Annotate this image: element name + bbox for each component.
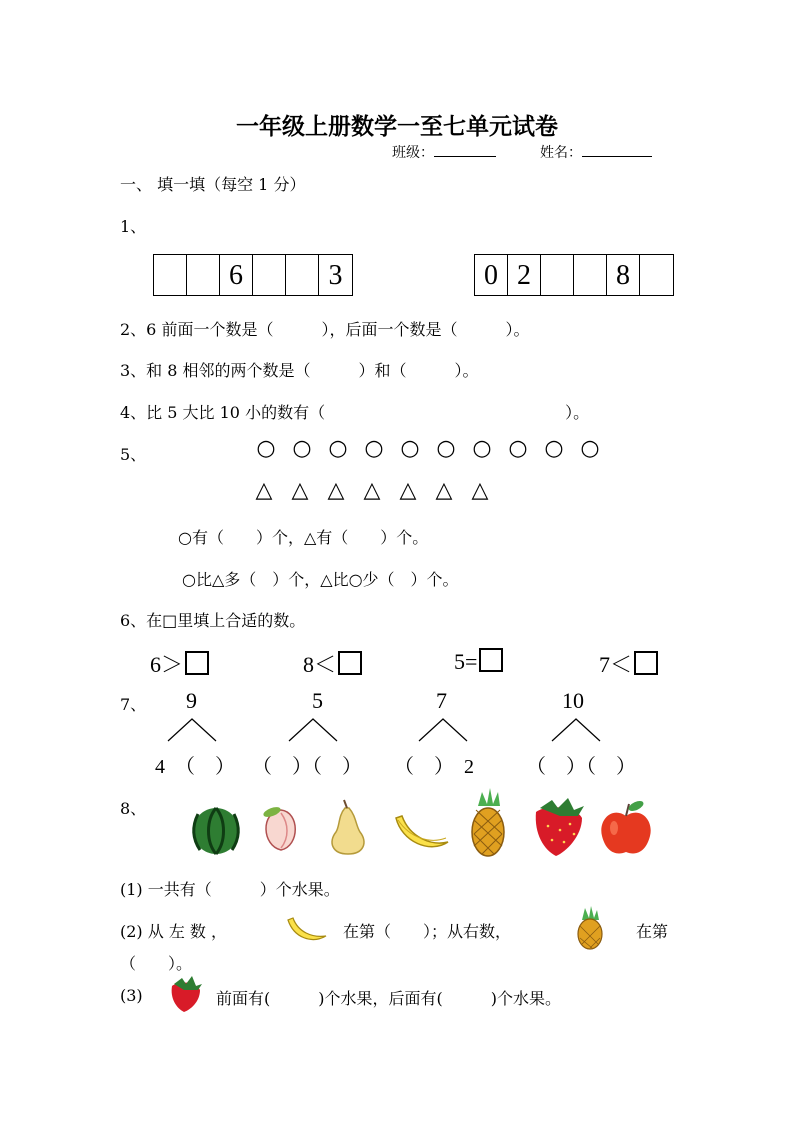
circle-icon: ○ (328, 436, 348, 461)
q8-part2-c: 在第 (636, 922, 669, 941)
q2-text: 2、6 前面一个数是（ ），后面一个数是（ ）。 (120, 320, 530, 339)
circle-icon: ○ (472, 436, 492, 461)
tree-bottom[interactable]: （ ） 2 (394, 756, 474, 778)
q6-text: 6、在□里填上合适的数。 (120, 611, 306, 630)
q4-text: 4、比 5 大比 10 小的数有（ ）。 (120, 403, 590, 422)
pineapple-icon (578, 906, 602, 949)
circle-icon: ○ (364, 436, 384, 461)
banana-icon (288, 918, 326, 939)
apple-icon (601, 799, 650, 853)
q5-label: 5、 (120, 445, 147, 464)
q7-label: 7、 (120, 695, 147, 714)
q5-line2: ○比△多（ ）个，△比○少（ ）个。 (182, 570, 459, 589)
circle-icon: ○ (256, 436, 276, 461)
triangle-icon: △ (399, 478, 417, 503)
watermelon-icon (193, 808, 239, 854)
q8-part2-d: （ ）。 (120, 954, 193, 973)
triangle-icon: △ (471, 478, 489, 503)
tree-top: 7 (436, 688, 447, 713)
class-label: 班级： (392, 145, 434, 161)
pear-icon (332, 800, 364, 854)
tree-top: 5 (312, 688, 323, 713)
q1-label: 1、 (120, 217, 147, 236)
circle-icon: ○ (580, 436, 600, 461)
triangle-icon: △ (435, 478, 453, 503)
triangle-icon: △ (363, 478, 381, 503)
compare-expr: 5= (454, 649, 478, 674)
tree-top: 10 (562, 688, 584, 713)
q8-label: 8、 (120, 799, 147, 818)
q8-part2-b: 在第（ ）；从右数， (343, 922, 512, 941)
page-title: 一年级上册数学一至七单元试卷 (236, 113, 558, 140)
tree-bottom[interactable]: （ ）（ ） (252, 756, 362, 778)
tree-bottom[interactable]: 4 （ ） (155, 756, 235, 778)
compare-expr: 7＜ (599, 652, 633, 677)
banana-icon (396, 816, 448, 847)
q5-line1: ○有（ ）个，△有（ ）个。 (178, 528, 429, 547)
number-box: 2 (508, 255, 541, 295)
triangle-icon: △ (291, 478, 309, 503)
number-box: 0 (475, 255, 508, 295)
circle-icon: ○ (508, 436, 528, 461)
name-label: 姓名： (540, 145, 582, 161)
circle-icon: ○ (544, 436, 564, 461)
circle-icon: ○ (400, 436, 420, 461)
pineapple-icon (472, 788, 504, 856)
strawberry-icon (536, 798, 584, 856)
triangle-icon: △ (255, 478, 273, 503)
q8-part2-a: (2) 从 左 数 ， (120, 922, 228, 941)
peach-icon (262, 805, 295, 850)
number-box: 8 (607, 255, 640, 295)
q8-part3-a: (3) (120, 986, 143, 1005)
tree-bottom[interactable]: （ ）（ ） (526, 756, 636, 778)
circle-icon: ○ (436, 436, 456, 461)
triangle-icon: △ (327, 478, 345, 503)
q8-part1: (1) 一共有（ ）个水果。 (120, 880, 340, 899)
section-heading: 一、 填一填（每空 1 分） (120, 175, 306, 194)
strawberry-icon (172, 976, 202, 1012)
compare-expr: 8＜ (303, 652, 337, 677)
q8-part3-b: 前面有( )个水果，后面有( )个水果。 (216, 989, 561, 1008)
tree-top: 9 (186, 688, 197, 713)
number-box: 3 (328, 260, 343, 291)
circle-icon: ○ (292, 436, 312, 461)
compare-expr: 6＞ (150, 652, 184, 677)
q3-text: 3、和 8 相邻的两个数是（ ）和（ ）。 (120, 361, 479, 380)
number-box: 6 (220, 255, 253, 295)
